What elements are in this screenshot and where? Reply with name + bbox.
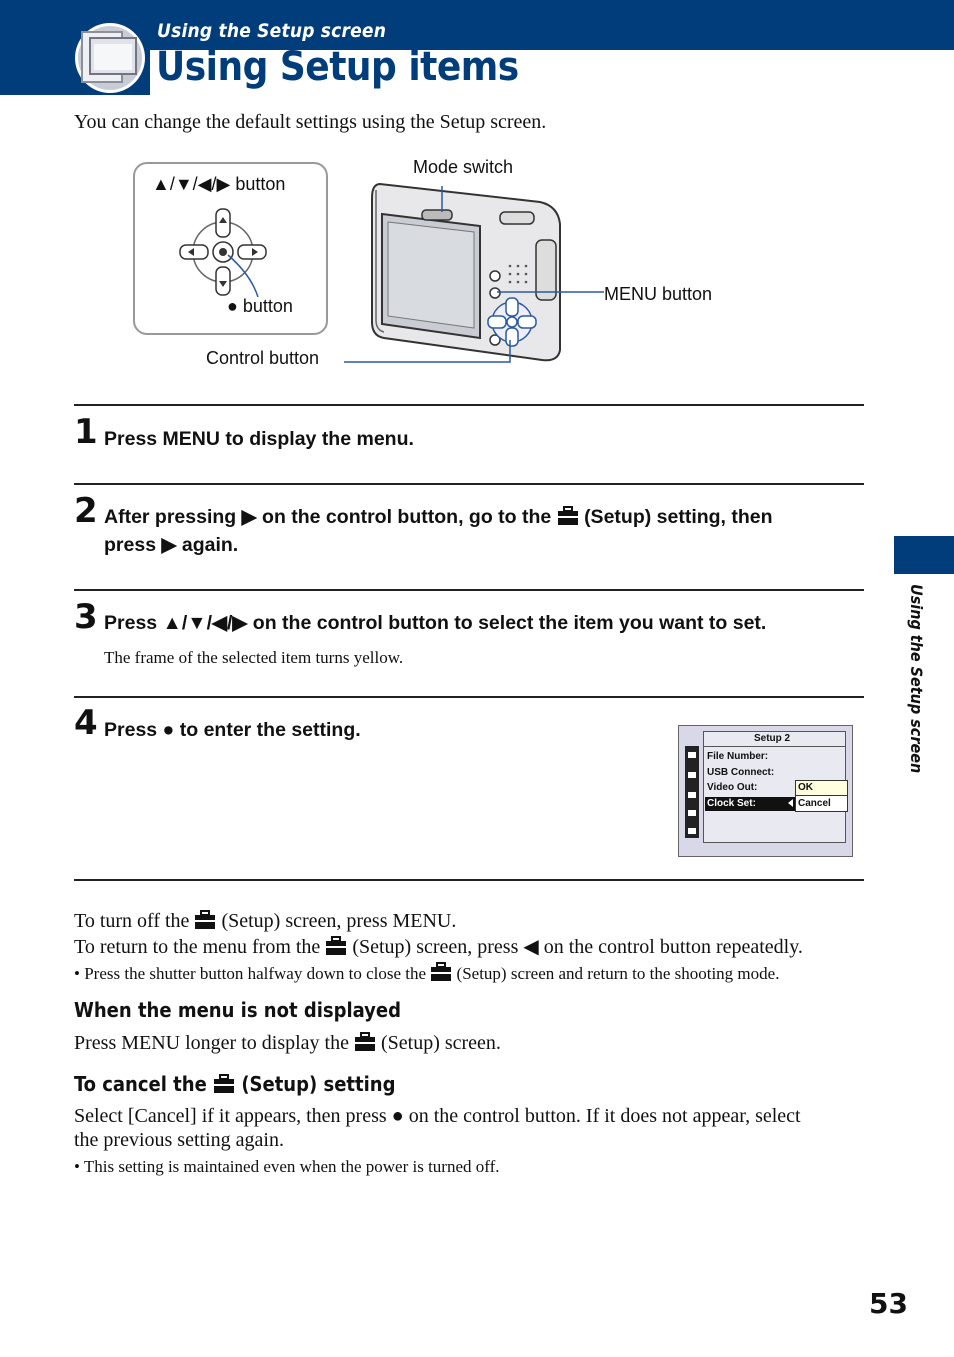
shutter-bullet-a: Press the shutter button halfway down to close the	[84, 964, 427, 983]
lcd-title: Setup 2	[754, 733, 791, 744]
intro-text: You can change the default settings using the Setup screen.	[74, 111, 547, 133]
center-button-label: ● button	[227, 296, 293, 316]
section2-bullet: • This setting is maintained even when the power is turned off.	[74, 1157, 500, 1176]
return-note	[74, 934, 803, 959]
step-2-text	[104, 503, 864, 559]
lcd-item-selected: Clock Set:	[707, 798, 756, 809]
setup-toolbox-icon	[194, 910, 216, 930]
turn-off-note	[74, 910, 456, 933]
section1-text-a: Press MENU longer to display the	[74, 1032, 349, 1054]
page-title: Using Setup items	[156, 44, 519, 90]
mode-switch-label: Mode switch	[413, 157, 514, 177]
menu-button-label: MENU button	[604, 284, 713, 304]
lcd-option: OK	[798, 782, 813, 793]
setup-toolbox-icon	[430, 962, 452, 982]
lcd-item: Video Out:	[707, 782, 758, 793]
step-divider	[74, 879, 864, 881]
step-4-text: Press ● to enter the setting.	[104, 719, 361, 741]
shutter-bullet: • Press the shutter button halfway down to close the (Setup) screen and return to the shooting mode.	[74, 964, 780, 983]
step-divider	[74, 589, 864, 591]
lcd-panel	[703, 731, 846, 843]
setup-screen-preview	[678, 725, 853, 857]
step-divider	[74, 404, 864, 406]
camera-illustration	[340, 180, 606, 366]
section2-heading-a: To cancel the	[74, 1072, 207, 1096]
control-button-label: Control button	[206, 348, 320, 368]
setup-toolbox-icon	[213, 1074, 235, 1094]
side-tab	[894, 536, 954, 574]
lcd-item: File Number:	[707, 751, 769, 762]
step-divider	[74, 483, 864, 485]
step-1-text: Press MENU to display the menu.	[104, 428, 414, 450]
section2-heading-b: (Setup) setting	[241, 1072, 396, 1096]
section-heading	[74, 1072, 395, 1096]
step-3-note: The frame of the selected item turns yellow.	[104, 648, 404, 667]
control-pad-icon	[176, 205, 272, 305]
section1-text	[74, 1032, 501, 1055]
section2-text-line2: the previous setting again.	[74, 1129, 284, 1151]
setup-toolbox-icon	[325, 936, 347, 956]
page-number: 53	[869, 1287, 908, 1320]
step-divider	[74, 696, 864, 698]
step-2-text-c: press ▶ again.	[104, 534, 239, 556]
arrows-button-label: ▲/▼/◀/▶ button	[152, 174, 286, 194]
step-number: 4	[74, 703, 98, 743]
step-2-text-b: (Setup) setting, then	[584, 506, 773, 528]
lcd-option: Cancel	[798, 798, 831, 809]
section1-text-b: (Setup) screen.	[380, 1032, 501, 1054]
section-subtitle: Using the Setup screen	[157, 20, 387, 42]
lcd-arrow-icon	[788, 799, 793, 807]
side-label-wrap	[896, 584, 926, 774]
step-number: 3	[74, 597, 98, 637]
step-number: 2	[74, 491, 98, 531]
step-2-text-a: After pressing ▶ on the control button, go to the	[104, 506, 552, 528]
side-label: Using the Setup screen	[907, 584, 926, 774]
return-note-b: (Setup) screen, press ◀ on the control button repeatedly.	[352, 936, 803, 958]
turn-off-note-a: To turn off the	[74, 910, 190, 932]
shutter-bullet-b: (Setup) screen and return to the shooting mode.	[456, 964, 780, 983]
setup-toolbox-icon	[557, 506, 579, 526]
step-number: 1	[74, 412, 98, 452]
lcd-tab-strip	[685, 746, 699, 838]
setup-toolbox-icon	[354, 1032, 376, 1052]
lcd-item: USB Connect:	[707, 767, 775, 778]
turn-off-note-b: (Setup) screen, press MENU.	[221, 910, 457, 932]
section2-text-line1: Select [Cancel] if it appears, then press ● on the control button. If it does not appear, select	[74, 1105, 801, 1127]
section-logo-icon	[74, 22, 146, 94]
section2-bullet-text: This setting is maintained even when the power is turned off.	[83, 1157, 500, 1176]
lcd-tab-icons	[685, 750, 699, 838]
step-3-text: Press ▲/▼/◀/▶ on the control button to select the item you want to set.	[104, 612, 767, 634]
section-heading: When the menu is not displayed	[74, 998, 401, 1022]
return-note-a: To return to the menu from the	[74, 936, 321, 958]
